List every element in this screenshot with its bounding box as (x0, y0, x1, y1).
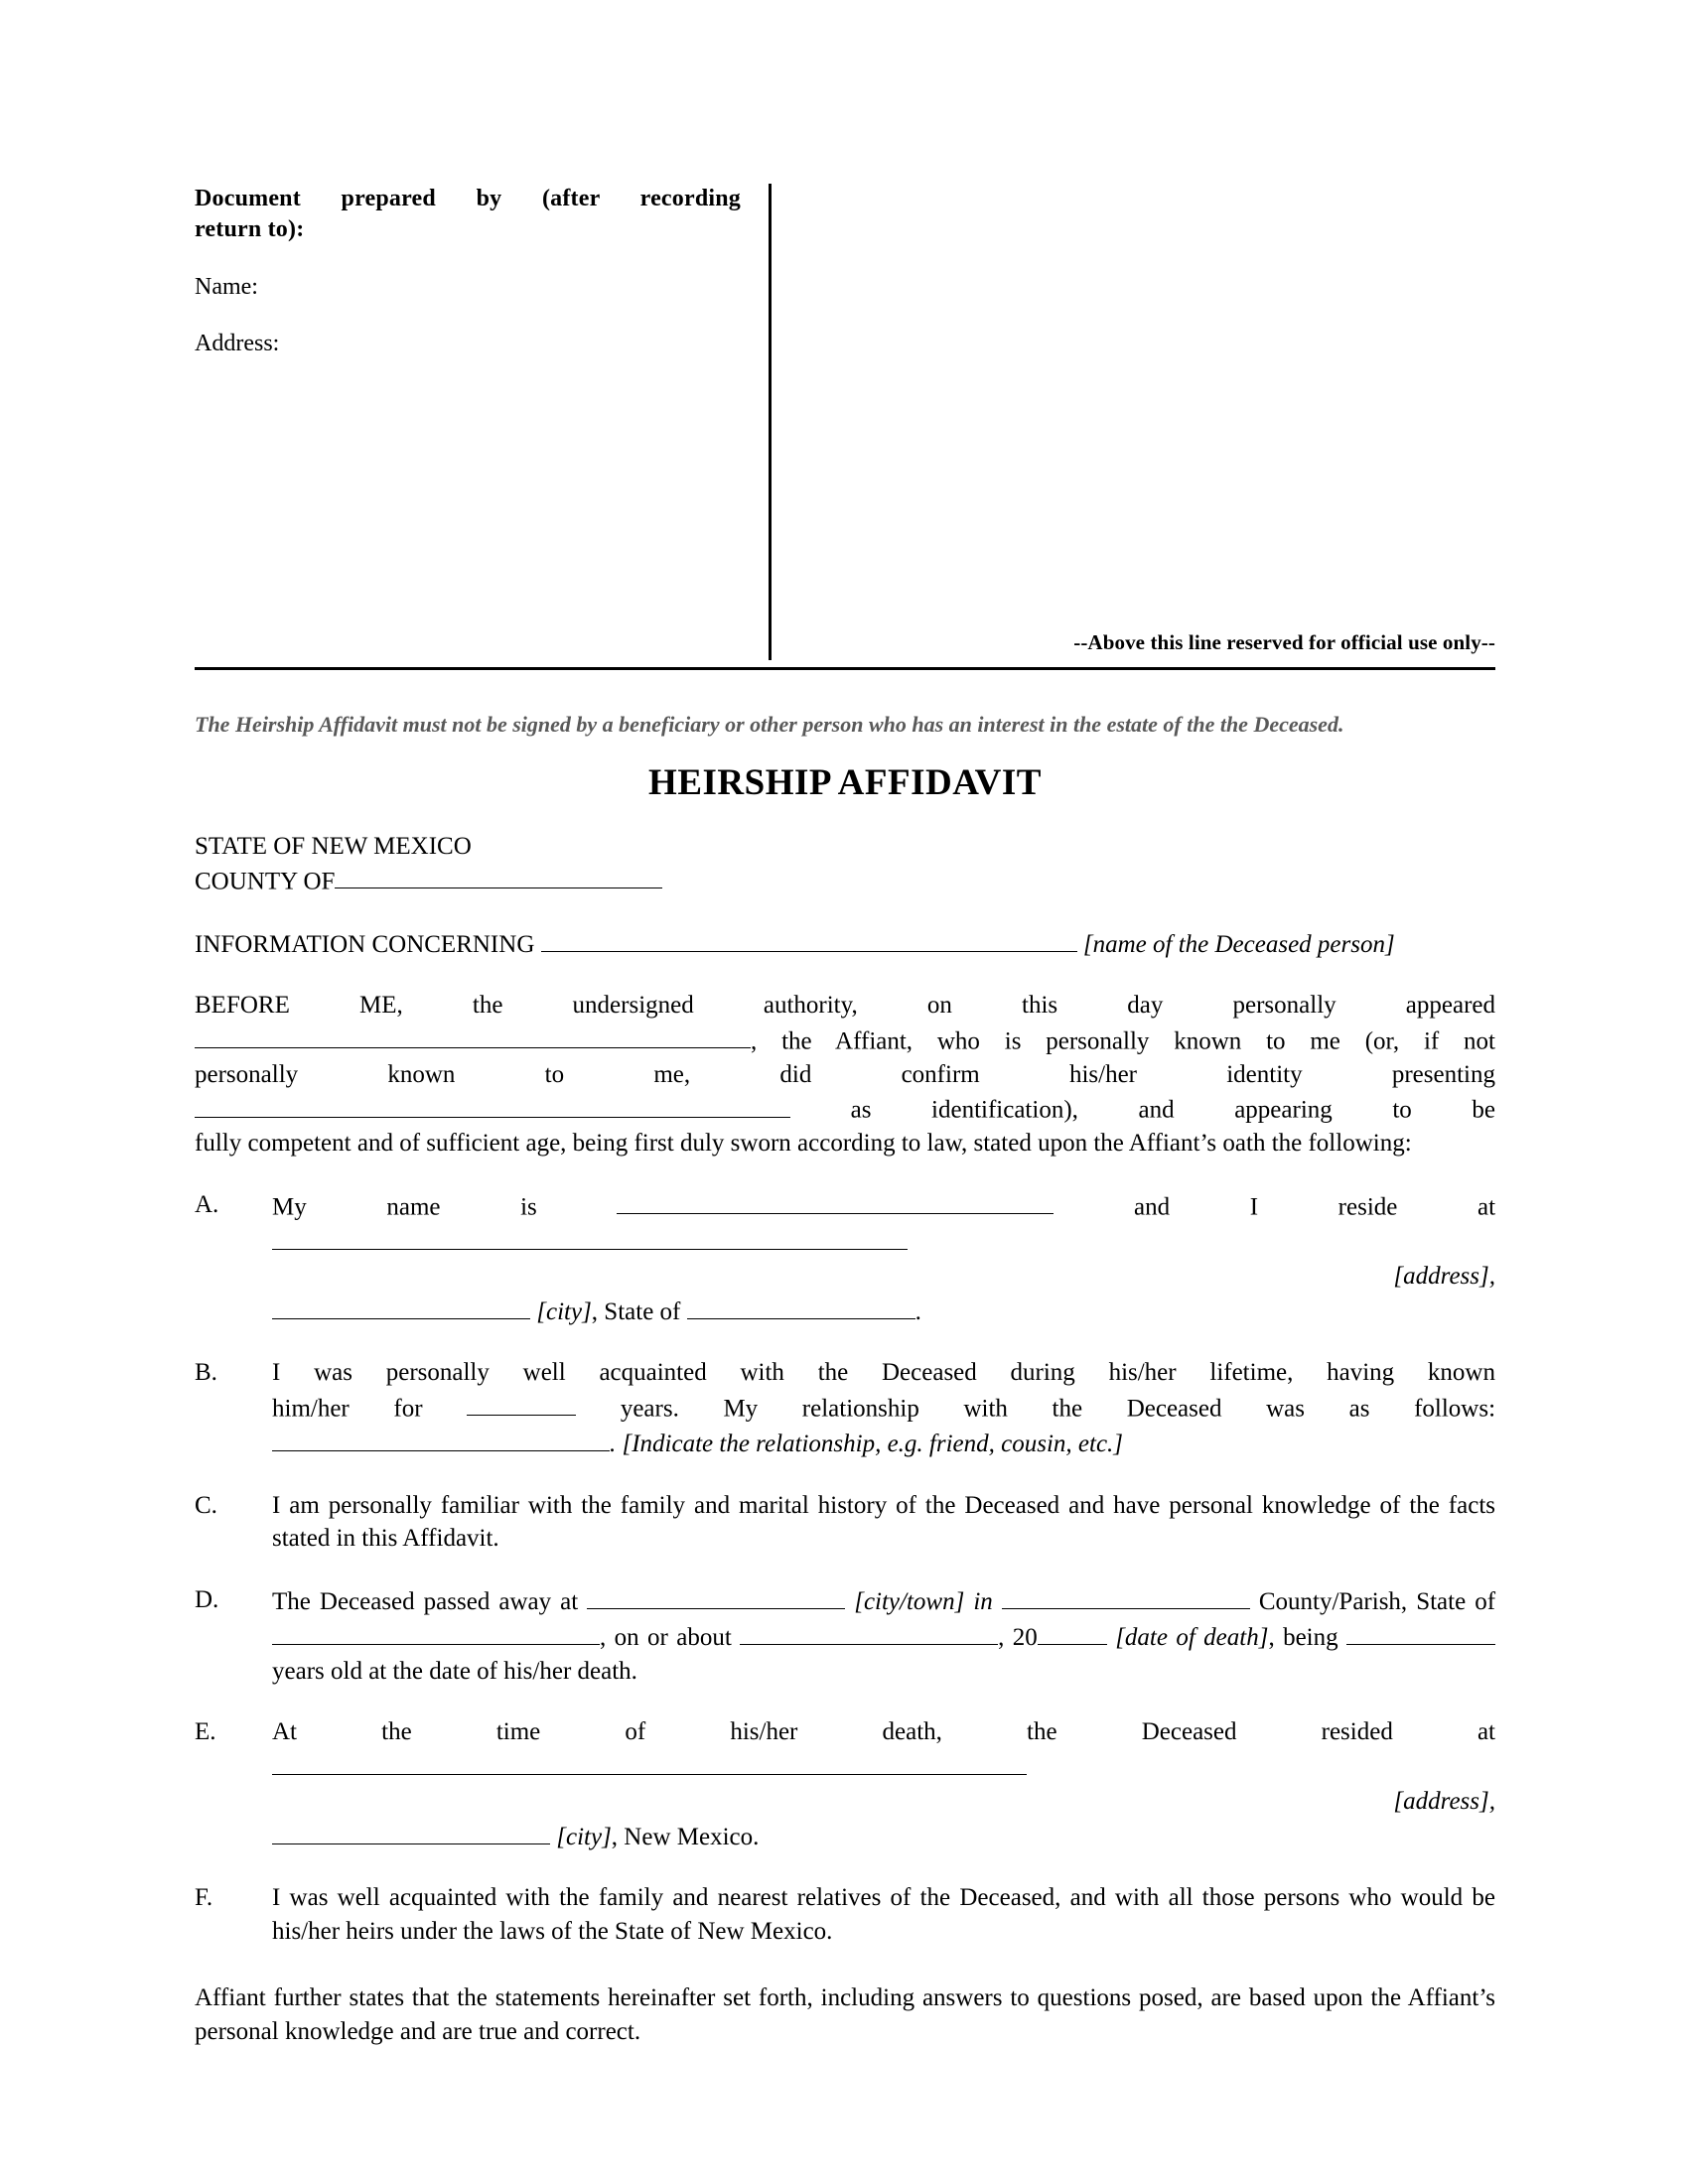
item-d-line2b: , on or about (600, 1624, 732, 1652)
affiant-address-blank[interactable] (272, 1224, 908, 1251)
death-state-blank[interactable] (272, 1619, 600, 1646)
item-body-a (272, 1188, 1495, 1329)
before-me-line2 (195, 1023, 1495, 1058)
item-a-state-text: , State of (591, 1297, 681, 1325)
item-letter-e: E. (195, 1718, 216, 1746)
before-me-line4 (195, 1091, 1495, 1127)
item-a-period: . (914, 1297, 921, 1325)
item-b-line2 (272, 1390, 1495, 1426)
affiant-name-blank[interactable] (195, 1023, 751, 1049)
item-d-date-note: [date of death] (1115, 1624, 1269, 1652)
item-e-line1: At the time of his/her death, the Deceased resided at (272, 1718, 1495, 1746)
item-letter-c: C. (195, 1491, 217, 1519)
prepared-by-line1: Document prepared by (after recording (195, 186, 741, 211)
item-b-line3 (272, 1431, 1123, 1457)
item-d-citytown-note: [city/town] in (854, 1588, 993, 1616)
years-known-blank[interactable] (467, 1390, 576, 1417)
item-a-city-note: [city] (536, 1297, 592, 1325)
closing-paragraph: Affiant further states that the statements hereinafter set forth, including answers to questions posed, are based upon the Affiant’s personal knowledge and are true and correct. (195, 1984, 1495, 2045)
death-date-blank[interactable] (740, 1619, 998, 1646)
deceased-city-blank[interactable] (272, 1818, 550, 1844)
item-d-line1a: The Deceased passed away at (272, 1588, 579, 1616)
item-e-address-note: [address], (1393, 1787, 1495, 1815)
before-me-line3: personally known to me, did confirm his/her identity presenting (195, 1060, 1495, 1088)
item-body-b (272, 1356, 1495, 1461)
name-field-label: Name: (195, 274, 258, 301)
county-blank[interactable] (335, 863, 662, 889)
item-body-d (272, 1583, 1495, 1689)
list-item-d (195, 1583, 1495, 1689)
before-me-line5: fully competent and of sufficient age, being first duly sworn according to law, stated upon the Affiant’s oath the following: (195, 1130, 1412, 1158)
item-letter-f: F. (195, 1884, 213, 1912)
item-letter-b: B. (195, 1359, 217, 1387)
item-a-line1 (272, 1188, 1495, 1224)
death-city-blank[interactable] (587, 1583, 845, 1610)
identification-blank[interactable] (195, 1091, 790, 1118)
before-me-line2-text: , the Affiant, who is personally known to me (or, if not (751, 1027, 1495, 1055)
relationship-blank[interactable] (272, 1426, 610, 1452)
item-d-line3b: , being (1268, 1624, 1338, 1652)
county-line (195, 863, 1495, 898)
deceased-name-blank[interactable] (541, 925, 1077, 952)
item-letter-a: A. (195, 1190, 219, 1218)
item-b-line2a: him/her for (272, 1395, 423, 1423)
item-a-address-note: [address], (1393, 1262, 1495, 1290)
deceased-address-blank[interactable] (272, 1749, 1027, 1776)
prepared-by-section (195, 184, 761, 357)
list-item-b (195, 1356, 1495, 1461)
item-body-c: I am personally familiar with the family and marital history of the Deceased and have personal knowledge of the facts stated in this Affidavit. (272, 1491, 1495, 1553)
list-item-c (195, 1489, 1495, 1556)
before-me-paragraph (195, 989, 1495, 1160)
item-letter-d: D. (195, 1585, 219, 1613)
official-use-note: --Above this line reserved for official use only-- (1073, 630, 1495, 654)
item-e-city-note: [city] (556, 1823, 612, 1850)
recording-vertical-divider (769, 184, 772, 660)
list-item-f (195, 1881, 1495, 1948)
item-a-line3 (272, 1298, 921, 1325)
item-a-lead: My name is (272, 1193, 537, 1221)
affiant-state-blank[interactable] (687, 1293, 915, 1319)
prepared-by-line2: return to): (195, 215, 305, 242)
page-title: HEIRSHIP AFFIDAVIT (648, 761, 1042, 803)
item-d-line2a: County/Parish, State of (1258, 1588, 1496, 1616)
death-county-blank[interactable] (1002, 1583, 1250, 1610)
list-item-a (195, 1188, 1495, 1329)
page-content (195, 184, 1495, 2048)
intro-note: The Heirship Affidavit must not be signed by a beneficiary or other person who has an interest in the estate of the the Deceased. (195, 712, 1344, 737)
information-concerning-line1 (195, 931, 1395, 958)
item-d-line3c: years old at the date of his/her death. (272, 1657, 637, 1685)
deceased-name-note: [name of the Deceased person] (1082, 930, 1395, 958)
state-line: STATE OF NEW MEXICO (195, 832, 472, 860)
item-b-relationship-note: . [Indicate the relationship, e.g. friend, cousin, etc.] (610, 1431, 1124, 1458)
item-body-f: I was well acquainted with the family and nearest relatives of the Deceased, and with all those persons who would be his/her heirs under the laws of the State of New Mexico. (272, 1884, 1495, 1945)
affiant-city-blank[interactable] (272, 1293, 530, 1319)
county-label: COUNTY OF (195, 868, 336, 895)
age-at-death-blank[interactable] (1346, 1619, 1495, 1646)
before-me-line1: BEFORE ME, the undersigned authority, on this day personally appeared (195, 992, 1495, 1020)
recording-header-block (195, 184, 1495, 670)
state-county-block (195, 830, 1495, 898)
list-item-e (195, 1715, 1495, 1853)
item-body-e (272, 1715, 1495, 1853)
information-concerning-lead: INFORMATION CONCERNING (195, 930, 535, 958)
item-e-line3 (272, 1824, 759, 1850)
item-b-line1: I was personally well acquainted with the Deceased during his/her lifetime, having known (272, 1359, 1495, 1387)
affiant-name-blank-a[interactable] (617, 1188, 1054, 1215)
item-d-line1 (272, 1588, 1250, 1615)
death-year-blank[interactable] (1038, 1619, 1107, 1646)
item-a-tail: and I reside at (1134, 1193, 1496, 1221)
before-me-line4-text: as identification), and appearing to be (850, 1096, 1496, 1124)
prepared-by-heading (195, 184, 741, 244)
address-field-label: Address: (195, 331, 280, 357)
item-b-line2b: years. My relationship with the Deceased was as follows: (620, 1395, 1496, 1423)
item-e-tail: , New Mexico. (611, 1823, 760, 1850)
item-d-line2c: , 20 (998, 1624, 1038, 1652)
information-concerning-paragraph (195, 925, 1495, 961)
